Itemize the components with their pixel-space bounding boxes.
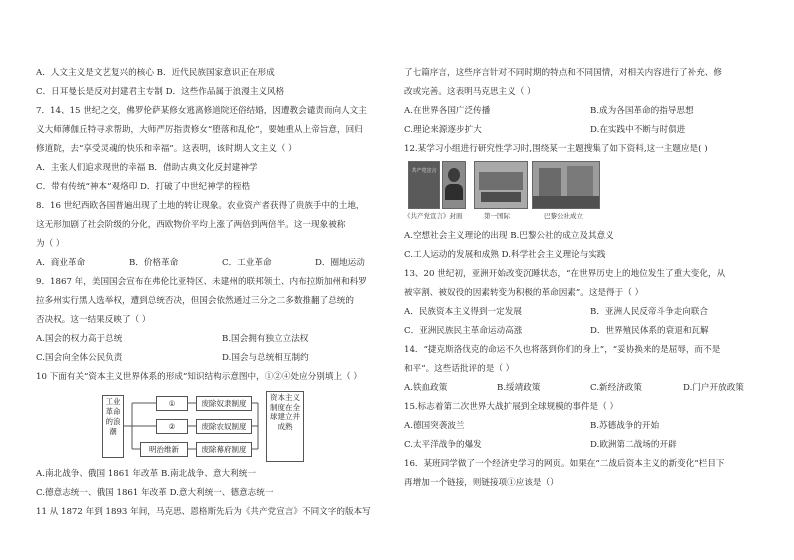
text-line: 为（ ） [36, 239, 65, 249]
q10-options-cd: C.德意志统一、俄国 1861 年改革 D.意大利统一、德意志统一 [36, 488, 274, 498]
question-15: 15.标志着第二次世界大战扩展到全球规模的事件是（ ） [404, 402, 619, 412]
option-b: B.绥靖政策 [497, 383, 541, 393]
text-line: 再增加一个链接，则链接项①应该是（） [404, 478, 559, 488]
q9-options-ab [36, 330, 408, 349]
text-line: 这无形加剧了社会阶级的分化，西欧物价平均上涨了两倍到两倍半。这一现象被称 [36, 220, 346, 230]
option-a: A.在世界各国广泛传播 [404, 106, 491, 116]
text-line: 和平”。这些话批评的是（ ） [404, 364, 515, 374]
q12-image-row [404, 161, 776, 225]
option-a: A.铁血政策 [404, 383, 448, 393]
text-line: 改或完善。这表明马克思主义（ ） [404, 87, 536, 97]
caption-first-international: 第一国际 [484, 212, 510, 220]
diagram-right-label: 资本主义制度在全球建立并成熟 [266, 391, 304, 462]
diagram-row2-text: 废除农奴制度 [196, 419, 252, 434]
caption-paris-commune: 巴黎公社成立 [544, 212, 583, 220]
option-b: B．价格革命 [129, 258, 179, 268]
cover-text: 共产党宣言 [411, 168, 437, 174]
q9-options-cd [36, 349, 408, 368]
option-d: D.门户开放政策 [683, 383, 744, 393]
q14-options [404, 379, 776, 398]
caption-manifesto: 《共产党宣言》封面 [404, 212, 463, 220]
option-d: D．圈地运动 [315, 258, 365, 268]
diagram-row3-label: 明治维新 [140, 442, 188, 457]
right-column [404, 64, 776, 493]
q12-options-cd: C.工人运动的发展和成熟 D.科学社会主义理论与实践 [404, 250, 606, 260]
question-9: 9．1867 年，美国国会宣布在弗伦比亚特区、未建州的联邦领土、内布拉斯加州和科罗 [36, 277, 367, 287]
option-c: C．工业革命 [222, 258, 272, 268]
text-line: 否决权。这一结果反映了（ ） [36, 315, 151, 325]
option-d: D.欧洲第二战场的开辟 [590, 440, 677, 450]
question-13: 13、20 世纪初，亚洲开始改变沉睡状态，“在世界历史上的地位发生了重大变化，从 [404, 269, 726, 279]
q11-options-cd [404, 121, 776, 140]
question-7: 7．14、15 世纪之交，佛罗伦萨某修女逃离修道院还俗结婚，因遭教会谴责而向人文主 [36, 106, 367, 116]
option-d: D.国会与总统相互制约 [222, 353, 309, 363]
question-16: 16．某班同学做了一个经济史学习的网页。如果在“二战后资本主义的新变化”栏目下 [404, 459, 725, 469]
option-b: B.国会拥有独立立法权 [222, 334, 309, 344]
question-10: 10 下面有关“资本主义世界体系的形成”知识结构示意图中，①②④处应分别填上（ ） [36, 372, 362, 382]
manifesto-cover-image [408, 161, 440, 209]
diagram-left-label: 工业革命的浪潮 [102, 395, 124, 458]
text-line: 义大师薄伽丘特寻求帮助，大师严厉指责修女“堕落和乱伦”，要她重从上帝旨意，回归 [36, 125, 363, 135]
q13-options-ab [404, 303, 776, 322]
text-line: 修道院，去“享受灵魂的快乐和幸福”。这表明，该时期人文主义（ ） [36, 144, 297, 154]
option-d: D．世界殖民体系的衰退和瓦解 [590, 326, 709, 336]
q15-options-ab [404, 417, 776, 436]
option-a: A．民族资本主义得到一定发展 [404, 307, 522, 317]
knowledge-structure-diagram [36, 391, 408, 461]
option-b: B．亚洲人民反帝斗争走向联合 [590, 307, 709, 317]
option-b: B.成为各国革命的指导思想 [590, 106, 694, 116]
option-b: B.苏德战争的开始 [590, 421, 660, 431]
q11-options-ab [404, 102, 776, 121]
q7-options-cd: C．带有传统“神本”观烙印 D．打破了中世纪神学的桎梏 [36, 182, 251, 192]
text-line: 了七篇序言，这些序言针对不同时期的特点和不同国情，对相关内容进行了补充、修 [404, 68, 722, 78]
text-line: C．日耳曼长是反对封建君主专制 D．这些作品属于浪漫主义风格 [36, 87, 285, 97]
option-c: C.新经济政策 [590, 383, 642, 393]
q7-options-ab: A．主张人们追求现世的幸福 B．借助古典文化反封建神学 [36, 163, 258, 173]
q13-options-cd [404, 322, 776, 341]
q12-options-ab: A.空想社会主义理论的出现 B.巴黎公社的成立及其意义 [404, 231, 614, 241]
question-14: 14．“捷克斯洛伐克的命运不久也将落到你们的身上”，“妥协换来的是屈辱，而不是 [404, 345, 721, 355]
option-a: A.国会的权力高于总统 [36, 334, 123, 344]
first-international-image [474, 161, 528, 209]
question-8: 8．16 世纪西欧各国普遍出现了土地的转让现象。农业资产者获得了贵族手中的土地， [36, 201, 365, 211]
marx-portrait-image [442, 161, 466, 209]
question-11: 11 从 1872 年到 1893 年间，马克思、恩格斯先后为《共产党宣言》不同文字的版本写 [36, 507, 371, 517]
option-c: C．亚洲民族民主革命运动高涨 [404, 326, 523, 336]
diagram-row1-text: 废除奴隶制度 [196, 396, 252, 411]
option-c: C.理论来源逐步扩大 [404, 125, 482, 135]
option-d: D.在实践中不断与时俱进 [590, 125, 686, 135]
text-line: 拉多州实行黑人选举权，遭到总统否决，但国会依然通过三分之二多数推翻了总统的 [36, 296, 354, 306]
diagram-row3-text: 废除幕府制度 [196, 442, 252, 457]
diagram-slot-1: ① [156, 396, 188, 411]
left-column [36, 64, 408, 522]
q10-options-ab: A.南北战争、俄国 1861 年改革 B.南北战争、意大利统一 [36, 469, 256, 479]
option-a: A.德国突袭波兰 [404, 421, 465, 431]
option-a: A．商业革命 [36, 258, 86, 268]
text-line: A．人文主义是文艺复兴的核心 B．近代民族国家意识正在形成 [36, 68, 275, 78]
question-12: 12.某学习小组进行研究性学习时,围绕某一主题搜集了如下资料,这一主题应是( ) [404, 144, 708, 154]
text-line: 被宰割、被奴役的因素转变为积极的革命因素”。这是得于（ ） [404, 288, 644, 298]
option-c: C.国会向全体公民负责 [36, 353, 123, 363]
diagram-slot-2: ② [156, 419, 188, 434]
q8-options [36, 254, 408, 273]
q15-options-cd [404, 436, 776, 455]
option-c: C.太平洋战争的爆发 [404, 440, 482, 450]
paris-commune-image [532, 161, 600, 209]
